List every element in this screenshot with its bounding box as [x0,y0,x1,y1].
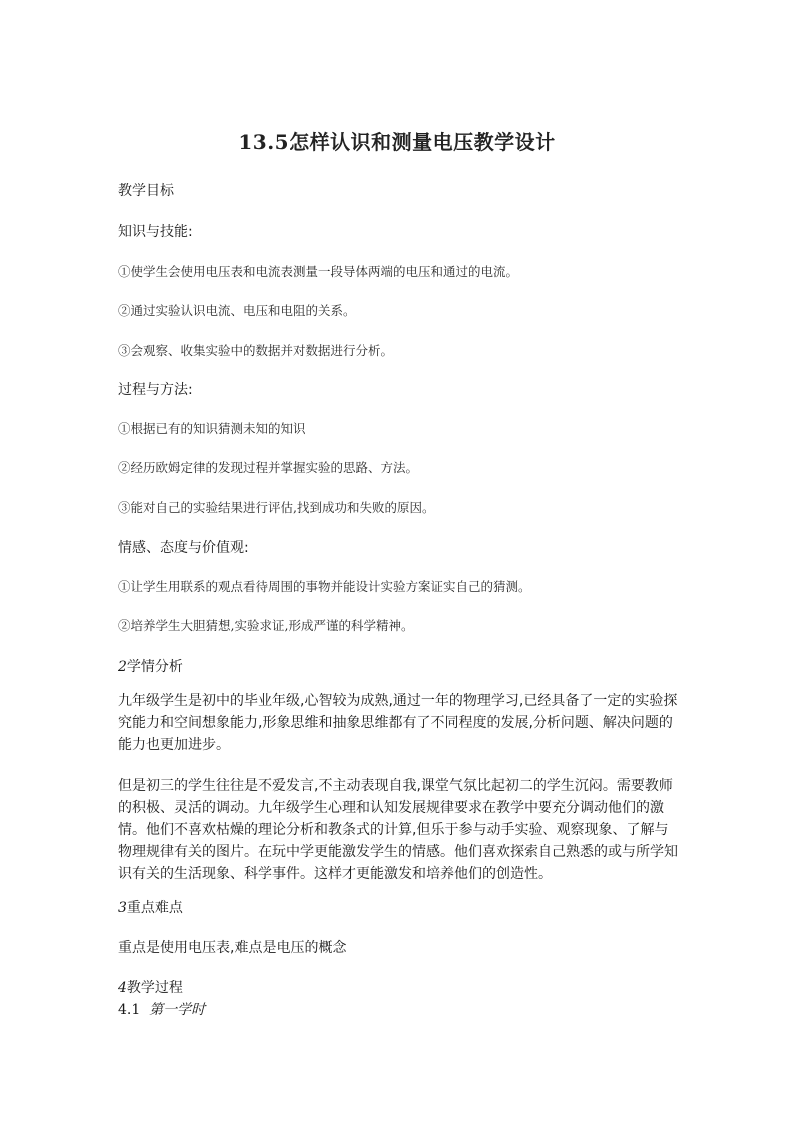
section-number: 3 [118,900,127,916]
knowledge-heading: 知识与技能: [118,224,193,240]
process-method-heading: 过程与方法: [118,382,193,398]
knowledge-item-3: ③会观察、收集实验中的数据并对数据进行分析。 [118,343,394,358]
keypoints-text: 重点是使用电压表,难点是电压的概念 [118,940,347,956]
section-number: 2 [118,659,127,675]
keypoints-heading [118,897,183,917]
process-item-1: ①根据已有的知识猜测未知的知识 [118,421,306,436]
emotion-item-1: ①让学生用联系的观点看待周围的事物并能设计实验方案证实自己的猜测。 [118,579,531,594]
process-item-2: ②经历欧姆定律的发现过程并掌握实验的思路、方法。 [118,460,419,475]
analysis-paragraph-1: 九年级学生是初中的毕业年级,心智较为成熟,通过一年的物理学习,已经具备了一定的实验探究能力和空间想象能力,形象思维和抽象思维都有了不同程度的发展,分析问题、解决问题的能力也更加进步。 [118,693,678,753]
first-lesson-heading [118,999,205,1019]
section-title: 教学过程 [126,980,183,996]
analysis-heading [118,656,183,676]
analysis-paragraph-2: 但是初三的学生往往是不爱发言,不主动表现自我,课堂气氛比起初二的学生沉闷。需要教师的积极、灵活的调动。九年级学生心理和认知发展规律要求在教学中要充分调动他们的激情。他们不喜欢枯燥的理论分析和教条式的计算,但乐于参与动手实验、观察现象、了解与物理规律有关的图片。在玩中学更能激发学生的情感。他们喜欢探索自己熟悉的或与所学知识有关的生活现象、科学事件。这样才更能激发和培养他们的创造性。 [118,778,678,882]
knowledge-item-1: ①使学生会使用电压表和电流表测量一段导体两端的电压和通过的电流。 [118,264,519,279]
emotion-item-2: ②培养学生大胆猜想,实验求证,形成严谨的科学精神。 [118,618,414,633]
objectives-heading: 教学目标 [118,183,174,199]
section-number: 4 [118,980,127,996]
page-title: 13.5怎样认识和测量电压教学设计 [238,130,556,154]
process-item-3: ③能对自己的实验结果进行评估,找到成功和失败的原因。 [118,500,435,515]
subsection-title: 第一学时 [149,1002,206,1018]
knowledge-item-2: ②通过实验认识电流、电压和电阻的关系。 [118,303,356,318]
subsection-number: 4.1 [118,1002,141,1018]
section-title: 学情分析 [126,659,183,675]
emotion-heading: 情感、态度与价值观: [118,540,249,556]
teaching-process-heading [118,977,183,997]
section-title: 重点难点 [126,900,183,916]
